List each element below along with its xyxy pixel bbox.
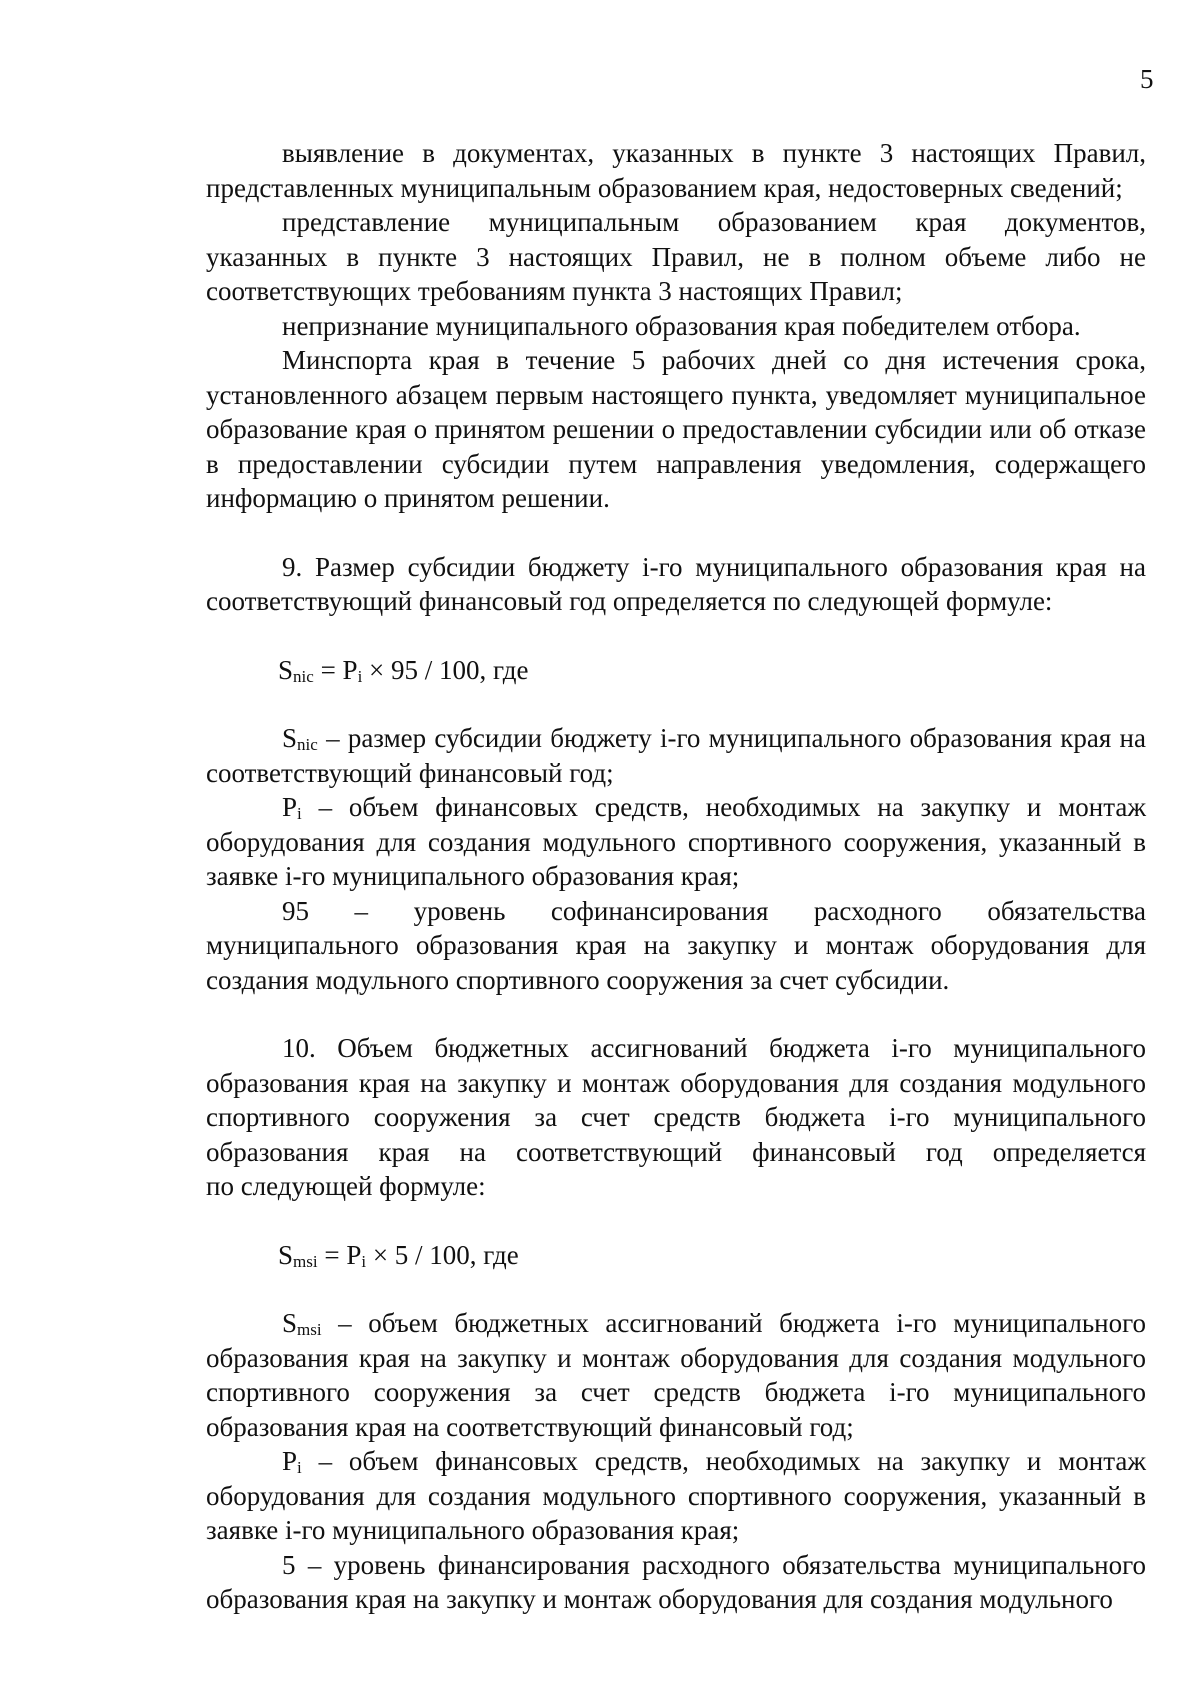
formula-smsi: $S_{msi} = P_i \times 5 / 100$, где: [278, 1239, 519, 1271]
formula-snic: $S_{nic} = P_i \times 95 / 100$, где: [278, 654, 529, 686]
definition-pi-2: $P_i$ – объем финансовых средств, необходимых на закупку и монтаж оборудования для создания модульного спортивного сооружения, указанный в заявке i-го муниципального образования края;: [206, 1446, 1146, 1545]
page-number: 5: [1140, 64, 1154, 94]
definition-smsi: $S_{msi}$ – объем бюджетных ассигнований бюджета i-го муниципального образования края на закупку и монтаж оборудования для создания модульного спортивного сооружения за счет средств бюджета i-го муниципального образования края на соответствующий финансовый год;: [206, 1308, 1146, 1442]
paragraph-item-10: 10. Объем бюджетных ассигнований бюджета i-го муниципального образования края на закупку и монтаж оборудования для создания модульного спортивного сооружения за счет средств бюджета i-го муниципального образования края на соответствующий финансовый год определяется: [206, 1033, 1146, 1167]
paragraph-incomplete-docs: представление муниципальным образованием края документов, указанных в пункте 3 настоящих Правил, не в полном объеме либо не соответствующих требованиям пункта 3 настоящих Правил;: [206, 207, 1146, 306]
paragraph-notification: Минспорта края в течение 5 рабочих дней со дня истечения срока, установленного абзацем первым настоящего пункта, уведомляет муниципальное образование края о принятом решении о предоставлении субсидии или об отказе в предоставлении субсидии путем направления уведомления, содержащего информацию о принятом решении.: [206, 345, 1146, 513]
definition-5: 5 – уровень финансирования расходного обязательства муниципального образования края на закупку и монтаж оборудования для создания модульного: [206, 1549, 1146, 1614]
document-body: [206, 136, 1146, 1617]
definition-pi: $P_i$ – объем финансовых средств, необходимых на закупку и монтаж оборудования для создания модульного спортивного сооружения, указанный в заявке i-го муниципального образования края;: [206, 792, 1146, 891]
paragraph-item-10-end: по следующей формуле:: [206, 1171, 486, 1201]
paragraph-unreliable-info: выявление в документах, указанных в пункте 3 настоящих Правил, представленных муниципальным образованием края, недостоверных сведений;: [206, 138, 1146, 203]
definition-95: 95 – уровень софинансирования расходного обязательства муниципального образования края на закупку и монтаж оборудования для создания модульного спортивного сооружения за счет субсидии.: [206, 895, 1146, 995]
paragraph-item-9: 9. Размер субсидии бюджету i-го муниципального образования края на соответствующий финансовый год определяется по следующей формуле:: [206, 551, 1146, 616]
paragraph-not-winner: непризнание муниципального образования края победителем отбора.: [282, 310, 1081, 341]
definition-snic: $S_{nic}$ – размер субсидии бюджету i-го муниципального образования края на соответствующий финансовый год;: [206, 723, 1146, 788]
